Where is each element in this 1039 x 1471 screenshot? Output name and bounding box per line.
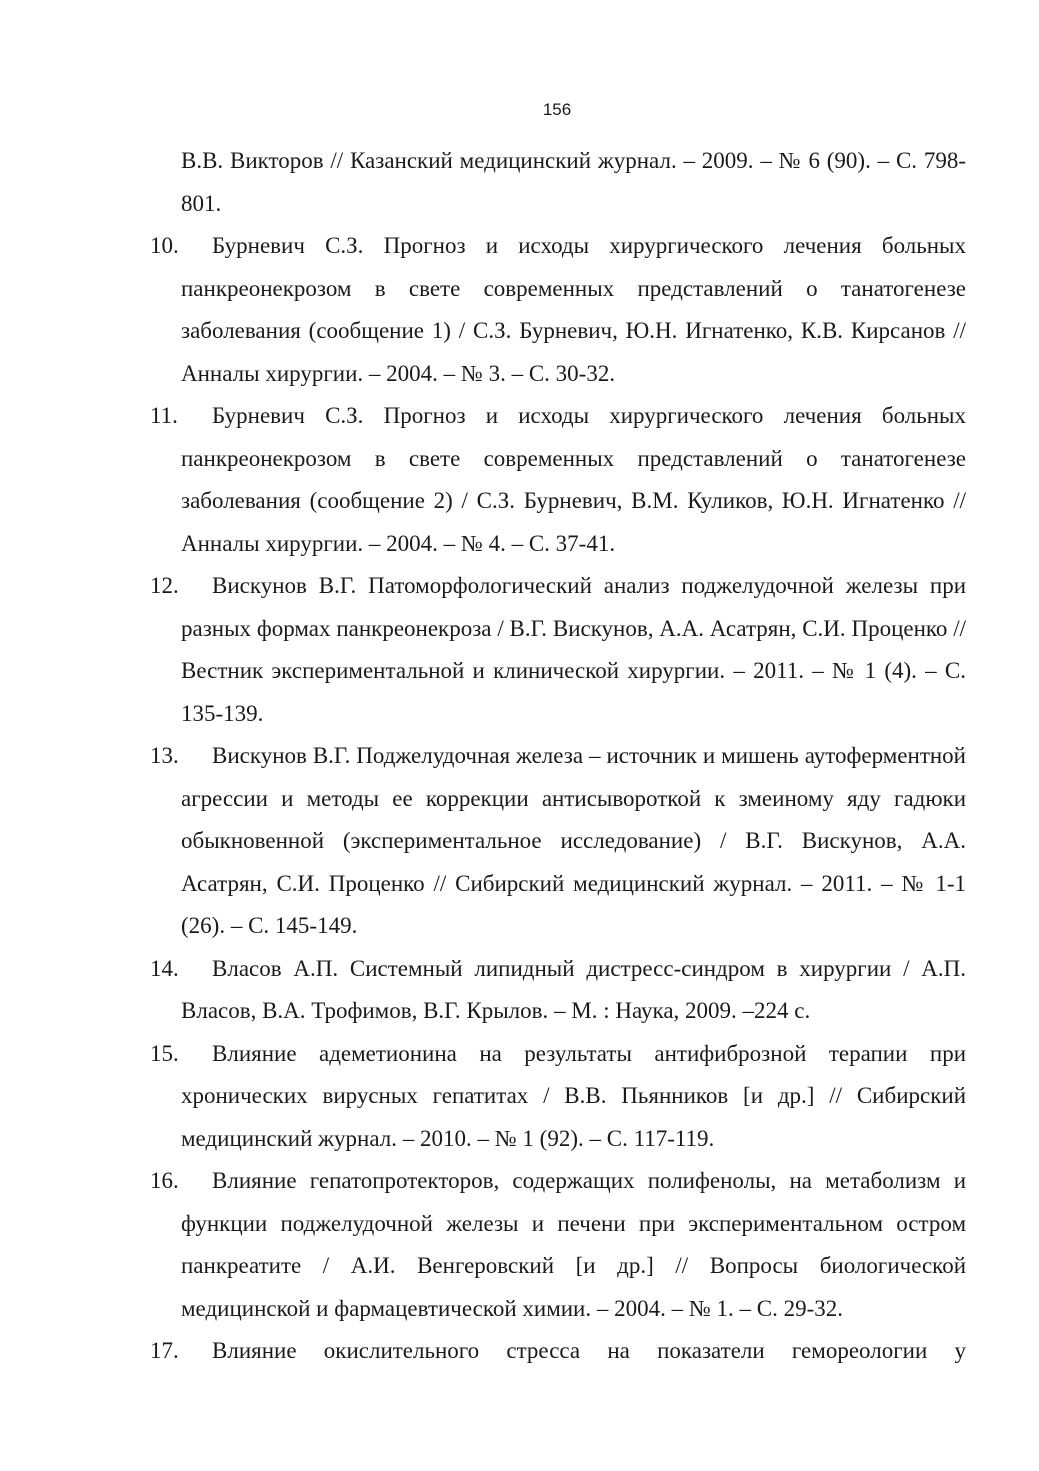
reference-text: Влияние гепатопротекторов, содержащих полифенолы, на метаболизм и функции поджелудочной железы и печени при экспериментальном остром панкреатите / А.И. Венгеровский [и др.] // Вопросы биологической медицинской и фармацевтической химии. – 2004. – № 1. – С. 29-32. [181,1168,966,1321]
reference-text: Вискунов В.Г. Поджелудочная железа – источник и мишень аутоферментной агрессии и методы ее коррекции антисывороткой к змеиному яду гадюки обыкновенной (экспериментальное исследование) / В.Г. Вискунов, А.А. Асатрян, С.И. Проценко // Сибирский медицинский журнал. – 2011. – № 1-1 (26). – С. 145-149. [181,743,966,938]
reference-item [150,1033,966,1161]
reference-number: 15. [150,1040,179,1066]
reference-number: 11. [150,403,178,428]
reference-text: Власов А.П. Системный липидный дистресс-синдром в хирургии / А.П. Власов, В.А. Трофимов, В.Г. Крылов. – М. : Наука, 2009. –224 с. [181,955,966,1023]
reference-item [150,948,966,1033]
reference-number: 12. [150,573,179,598]
reference-number: 14. [150,955,179,981]
reference-text: Влияние адеметионина на результаты антифиброзной терапии при хронических вирусных гепатитах / В.В. Пьянников [и др.] // Сибирский медицинский журнал. – 2010. – № 1 (92). – С. 117-119. [181,1040,966,1151]
reference-list [150,140,966,1373]
reference-number: 17. [150,1338,179,1363]
reference-item [150,225,966,395]
reference-number: 13. [150,743,179,768]
reference-item [150,1160,966,1330]
reference-number: 16. [150,1168,179,1193]
reference-text: Вискунов В.Г. Патоморфологический анализ поджелудочной железы при разных формах панкреонекроза / В.Г. Вискунов, А.А. Асатрян, С.И. Проценко // Вестник экспериментальной и клинической хирургии. – 2011. – № 1 (4). – С. 135-139. [181,573,966,726]
reference-text: Бурневич С.З. Прогноз и исходы хирургического лечения больных панкреонекрозом в свете современных представлений о танатогенезе заболевания (сообщение 1) / С.З. Бурневич, Ю.Н. Игнатенко, К.В. Кирсанов // Анналы хирургии. – 2004. – № 3. – С. 30-32. [181,233,966,386]
reference-text: В.В. Викторов // Казанский медицинский журнал. – 2009. – № 6 (90). – С. 798-801. [181,148,966,216]
reference-text: Влияние окислительного стресса на показатели гемореологии у [212,1338,966,1363]
reference-text: Бурневич С.З. Прогноз и исходы хирургического лечения больных панкреонекрозом в свете современных представлений о танатогенезе заболевания (сообщение 2) / С.З. Бурневич, В.М. Куликов, Ю.Н. Игнатенко // Анналы хирургии. – 2004. – № 4. – С. 37-41. [181,403,966,556]
page-number: 156 [542,100,572,119]
reference-item [150,565,966,735]
reference-item [150,735,966,948]
reference-item [150,140,966,225]
reference-item [150,1330,966,1373]
reference-item [150,395,966,565]
reference-number: 10. [150,233,179,258]
